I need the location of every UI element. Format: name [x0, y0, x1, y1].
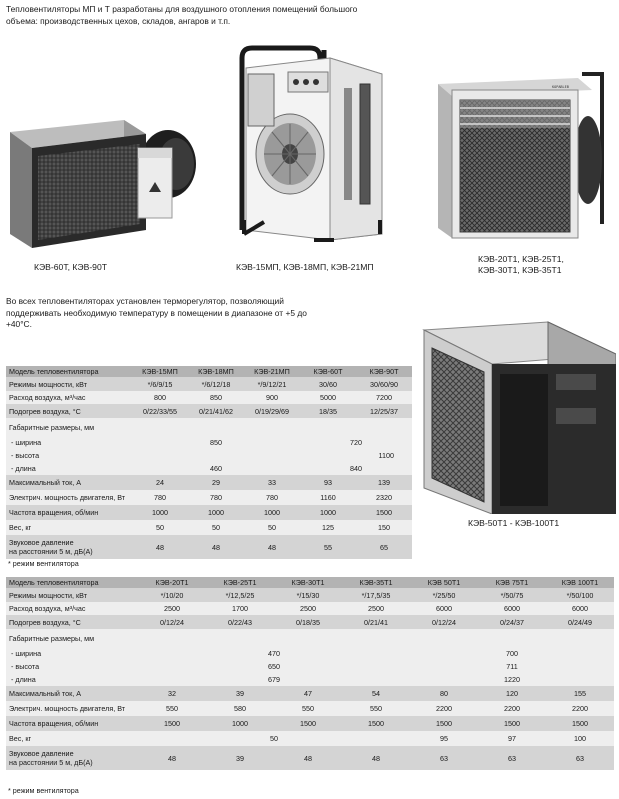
cell: 650 [138, 660, 410, 673]
cell: 0/18/35 [274, 615, 342, 629]
cell: 2200 [546, 701, 614, 716]
cell: 1500 [478, 716, 546, 731]
cell: 0/21/41 [342, 615, 410, 629]
table-row [6, 436, 412, 449]
cell: 0/21/41/62 [188, 404, 244, 418]
cell: 48 [132, 535, 188, 559]
cell: 65 [356, 535, 412, 559]
cell: 800 [132, 391, 188, 404]
caption-kev-50t1: КЭВ-50Т1 - КЭВ-100Т1 [468, 518, 560, 528]
table-row [6, 520, 412, 535]
table-row [6, 660, 614, 673]
cell: 39 [206, 686, 274, 701]
cell: 100 [546, 731, 614, 746]
cell: 29 [188, 475, 244, 490]
cell: 50 [244, 520, 300, 535]
table-row [6, 673, 614, 686]
cell: 0/19/29/69 [244, 404, 300, 418]
cell: 63 [410, 746, 478, 770]
kev-20t1-image [432, 68, 608, 244]
row-label: Вес, кг [6, 520, 132, 535]
cell: 48 [188, 535, 244, 559]
cell: 18/35 [300, 404, 356, 418]
table1-note: * режим вентилятора [8, 559, 79, 568]
cell: 780 [244, 490, 300, 505]
row-label: Режимы мощности, кВт [6, 377, 132, 391]
kev-15mp-image [234, 44, 390, 246]
row-label: Подогрев воздуха, °С [6, 404, 132, 418]
table-row [6, 418, 412, 436]
cell: 2500 [274, 602, 342, 615]
row-label [6, 746, 138, 770]
cell: */50/75 [478, 588, 546, 602]
cell: */17,5/35 [342, 588, 410, 602]
intro-text: Тепловентиляторы МП и Т разработаны для воздушного отопления помещений большого объема: производственных цехов, складов, ангаров и т.п. [6, 4, 358, 26]
table-row [6, 615, 614, 629]
cell: 0/12/24 [410, 615, 478, 629]
cell: 2500 [138, 602, 206, 615]
cell: 780 [188, 490, 244, 505]
cell: */12,5/25 [206, 588, 274, 602]
cell: 580 [206, 701, 274, 716]
cell: 24 [132, 475, 188, 490]
cell: 48 [342, 746, 410, 770]
cell: 679 [138, 673, 410, 686]
row-label: Габаритные размеры, мм [6, 418, 132, 436]
caption-kev-60t: КЭВ-60Т, КЭВ-90Т [34, 262, 107, 272]
row-label: - длина [6, 673, 138, 686]
cell: 48 [138, 746, 206, 770]
row-label: - ширина [6, 436, 132, 449]
row-label: Вес, кг [6, 731, 138, 746]
cell: 5000 [300, 391, 356, 404]
cell: 80 [410, 686, 478, 701]
table-header [6, 366, 412, 377]
table-row [6, 588, 614, 602]
table-row [6, 475, 412, 490]
cell: 1500 [356, 505, 412, 520]
cell: 6000 [546, 602, 614, 615]
cell: 93 [300, 475, 356, 490]
cell: 1500 [138, 716, 206, 731]
cell: 7200 [356, 391, 412, 404]
table-row [6, 629, 614, 647]
cell: 50 [188, 520, 244, 535]
cell: 6000 [478, 602, 546, 615]
label-line-2: на расстоянии 5 м, дБ(А) [9, 547, 93, 556]
cell: 120 [478, 686, 546, 701]
cell: 63 [546, 746, 614, 770]
cell: 47 [274, 686, 342, 701]
cell: 2500 [342, 602, 410, 615]
header-model: Модель тепловентилятора [6, 366, 132, 377]
header-cell: КЭВ-60Т [300, 366, 356, 377]
row-label: Габаритные размеры, мм [6, 629, 138, 647]
cell: */6/12/18 [188, 377, 244, 391]
cell: 1500 [274, 716, 342, 731]
cell: 1000 [206, 716, 274, 731]
cell: 0/12/24 [138, 615, 206, 629]
cell: 32 [138, 686, 206, 701]
kev-60t-image [6, 112, 202, 252]
cell: */15/30 [274, 588, 342, 602]
cell: 1700 [206, 602, 274, 615]
row-label: Электрич. мощность двигателя, Вт [6, 490, 132, 505]
cell: 2200 [478, 701, 546, 716]
table-row [6, 535, 412, 559]
cell [138, 629, 614, 647]
header-cell: КЭВ-18МП [188, 366, 244, 377]
table-row [6, 602, 614, 615]
row-label: Частота вращения, об/мин [6, 505, 132, 520]
row-label: Расход воздуха, м³/час [6, 391, 132, 404]
cell: 30/60 [300, 377, 356, 391]
row-label: Частота вращения, об/мин [6, 716, 138, 731]
row-label: Подогрев воздуха, °С [6, 615, 138, 629]
header-cell: КЭВ 100Т1 [546, 577, 614, 588]
cell: 720 [300, 436, 412, 449]
cell: 1000 [300, 505, 356, 520]
caption-kev-20t1-line2: КЭВ-30Т1, КЭВ-35Т1 [478, 265, 562, 275]
header-cell: КЭВ 50Т1 [410, 577, 478, 588]
row-label [6, 535, 132, 559]
cell: 850 [132, 436, 300, 449]
label-line-1: Звуковое давление [9, 538, 74, 547]
cell: 470 [138, 647, 410, 660]
cell: 54 [342, 686, 410, 701]
cell: 30/60/90 [356, 377, 412, 391]
row-label: - высота [6, 449, 132, 462]
cell: 50 [132, 520, 188, 535]
header-cell: КЭВ-21МП [244, 366, 300, 377]
header-cell: КЭВ-35Т1 [342, 577, 410, 588]
cell [132, 418, 412, 436]
cell: 550 [342, 701, 410, 716]
cell: 550 [274, 701, 342, 716]
cell: 0/22/33/55 [132, 404, 188, 418]
table-row [6, 490, 412, 505]
spec-table-1 [6, 366, 412, 559]
label-line-1: Звуковое давление [9, 749, 74, 758]
cell: 840 [300, 462, 412, 475]
table-row [6, 505, 412, 520]
cell: 550 [138, 701, 206, 716]
cell: */9/12/21 [244, 377, 300, 391]
header-cell: КЭВ-30Т1 [274, 577, 342, 588]
header-model: Модель тепловентилятора [6, 577, 138, 588]
thermostat-text: Во всех тепловентиляторах установлен терморегулятор, позволяющий поддерживать необходимую температуру в помещении в диапазоне от +5 до +40°С. [6, 296, 307, 329]
cell: 0/24/37 [478, 615, 546, 629]
cell: 12/25/37 [356, 404, 412, 418]
table-row [6, 731, 614, 746]
row-label: Максимальный ток, А [6, 475, 132, 490]
cell: 460 [132, 462, 300, 475]
cell: 1000 [244, 505, 300, 520]
caption-kev-15mp: КЭВ-15МП, КЭВ-18МП, КЭВ-21МП [236, 262, 374, 272]
cell: 780 [132, 490, 188, 505]
cell: 0/22/43 [206, 615, 274, 629]
cell: 1500 [410, 716, 478, 731]
cell: 6000 [410, 602, 478, 615]
header-cell: КЭВ-20Т1 [138, 577, 206, 588]
cell: 125 [300, 520, 356, 535]
cell: 150 [356, 520, 412, 535]
cell: 2200 [410, 701, 478, 716]
product-label: KOPABLEB [552, 85, 569, 89]
table-row [6, 716, 614, 731]
cell: 48 [274, 746, 342, 770]
cell: 711 [410, 660, 614, 673]
cell: 155 [546, 686, 614, 701]
row-label: - высота [6, 660, 138, 673]
cell: 900 [244, 391, 300, 404]
cell: */6/9/15 [132, 377, 188, 391]
spec-table-2 [6, 577, 614, 770]
header-cell: КЭВ-90Т [356, 366, 412, 377]
cell: */50/100 [546, 588, 614, 602]
row-label: Режимы мощности, кВт [6, 588, 138, 602]
cell: 1500 [342, 716, 410, 731]
header-cell: КЭВ 75Т1 [478, 577, 546, 588]
row-label: - ширина [6, 647, 138, 660]
cell: 850 [188, 391, 244, 404]
row-label: - длина [6, 462, 132, 475]
table2-note: * режим вентилятора [8, 786, 79, 795]
cell: 0/24/49 [546, 615, 614, 629]
header-cell: КЭВ-25Т1 [206, 577, 274, 588]
cell: 39 [206, 746, 274, 770]
row-label: Электрич. мощность двигателя, Вт [6, 701, 138, 716]
cell: 2320 [356, 490, 412, 505]
table-row [6, 701, 614, 716]
table-row [6, 746, 614, 770]
label-line-2: на расстоянии 5 м, дБ(А) [9, 758, 93, 767]
cell: 700 [410, 647, 614, 660]
cell: */10/20 [138, 588, 206, 602]
kev-50t1-image [420, 318, 616, 514]
caption-kev-20t1-line1: КЭВ-20Т1, КЭВ-25Т1, [478, 254, 564, 264]
cell: 63 [478, 746, 546, 770]
table-row [6, 647, 614, 660]
cell: 33 [244, 475, 300, 490]
table-header [6, 577, 614, 588]
table-row [6, 462, 412, 475]
cell: 55 [300, 535, 356, 559]
table-row [6, 377, 412, 391]
table-row [6, 404, 412, 418]
cell: */25/50 [410, 588, 478, 602]
cell: 48 [244, 535, 300, 559]
header-cell: КЭВ-15МП [132, 366, 188, 377]
cell: 1220 [410, 673, 614, 686]
row-label: Максимальный ток, А [6, 686, 138, 701]
cell: 1160 [300, 490, 356, 505]
table-row [6, 686, 614, 701]
table-row [6, 449, 412, 462]
cell: 97 [478, 731, 546, 746]
row-label: Расход воздуха, м³/час [6, 602, 138, 615]
cell: 50 [138, 731, 410, 746]
cell: 1500 [546, 716, 614, 731]
cell: 95 [410, 731, 478, 746]
cell: 1000 [188, 505, 244, 520]
table-row [6, 391, 412, 404]
cell: 139 [356, 475, 412, 490]
cell: 1100 [132, 449, 412, 462]
cell: 1000 [132, 505, 188, 520]
